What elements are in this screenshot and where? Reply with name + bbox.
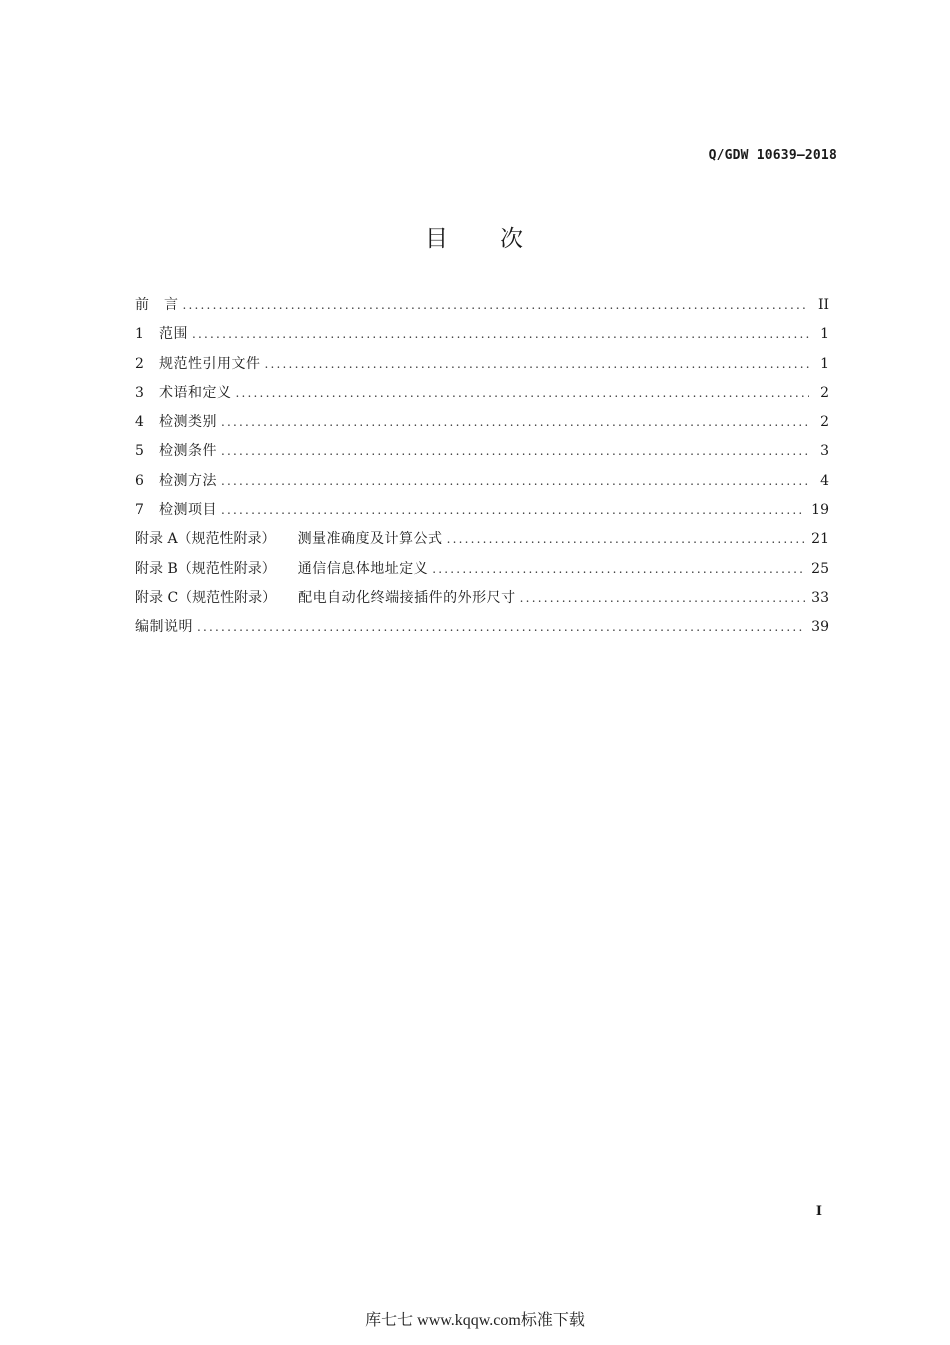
- toc-entry-terms-definitions[interactable]: [135, 380, 829, 409]
- toc-entry-label: 检测类别: [159, 414, 217, 431]
- toc-entry-label: 检测项目: [159, 502, 217, 519]
- toc-entry-number: 5: [135, 443, 144, 460]
- toc-entry-appendix-prefix: 附录 A（规范性附录）: [135, 531, 276, 548]
- toc-entry-test-items[interactable]: [135, 497, 829, 526]
- toc-entry-label: 规范性引用文件: [159, 355, 261, 372]
- toc-entry-page: 1: [820, 355, 829, 372]
- toc-leader-dots: [197, 614, 805, 640]
- toc-entry-page: 19: [811, 502, 829, 519]
- toc-leader-dots: [221, 468, 809, 494]
- toc-title: [0, 220, 950, 253]
- toc-entry-page: 2: [820, 414, 829, 431]
- toc-entry-label: 检测条件: [159, 443, 217, 460]
- toc-entry-page: 21: [811, 531, 829, 548]
- toc-entry-page: 39: [811, 619, 829, 636]
- toc-entry-label: 前 言: [135, 297, 179, 313]
- toc-leader-dots: [236, 380, 810, 406]
- toc-title-part1: 目: [425, 226, 450, 252]
- toc-entry-label: 测量准确度及计算公式: [297, 531, 443, 548]
- toc-entry-scope[interactable]: [135, 321, 829, 350]
- toc-leader-dots: [192, 321, 809, 347]
- toc-entry-page: 3: [820, 443, 829, 460]
- table-of-contents: [135, 292, 829, 644]
- toc-entry-number: 7: [135, 502, 144, 519]
- toc-entry-appendix-prefix: 附录 C（规范性附录）: [135, 589, 277, 606]
- toc-entry-test-categories[interactable]: [135, 409, 829, 438]
- toc-entry-appendix-prefix: 附录 B（规范性附录）: [135, 560, 276, 577]
- toc-entry-appendix-a[interactable]: [135, 526, 829, 555]
- toc-entry-test-methods[interactable]: [135, 468, 829, 497]
- footer-watermark: 库七七 www.kqqw.com标准下载: [365, 1312, 585, 1329]
- toc-entry-page: 25: [811, 560, 829, 577]
- toc-entry-label: 配电自动化终端接插件的外形尺寸: [298, 589, 516, 606]
- toc-entry-label: 范围: [159, 326, 188, 343]
- toc-entry-test-conditions[interactable]: [135, 438, 829, 467]
- toc-leader-dots: [221, 409, 809, 435]
- toc-entry-number: 1: [135, 326, 144, 343]
- toc-entry-page: 1: [820, 326, 829, 343]
- toc-entry-compilation-notes[interactable]: [135, 614, 829, 643]
- standard-code: Q/GDW 10639—2018: [708, 148, 837, 163]
- toc-entry-number: 6: [135, 472, 144, 489]
- toc-entry-normative-references[interactable]: [135, 351, 829, 380]
- toc-entry-label: 术语和定义: [159, 384, 232, 401]
- toc-leader-dots: [520, 585, 806, 611]
- toc-entry-label: 编制说明: [135, 619, 193, 636]
- toc-entry-page: 2: [820, 384, 829, 401]
- toc-entry-number: 2: [135, 355, 144, 372]
- toc-entry-page: 4: [820, 472, 829, 489]
- toc-entry-label: 检测方法: [159, 472, 217, 489]
- toc-leader-dots: [447, 526, 806, 552]
- toc-title-part2: 次: [500, 226, 525, 252]
- toc-entry-label: 通信信息体地址定义: [297, 560, 429, 577]
- toc-leader-dots: [221, 497, 805, 523]
- toc-leader-dots: [432, 556, 805, 582]
- page-number: I: [815, 1204, 822, 1219]
- toc-entry-page: 33: [811, 589, 829, 606]
- toc-entry-number: 4: [135, 414, 144, 431]
- toc-entry-number: 3: [135, 384, 144, 401]
- toc-leader-dots: [265, 351, 810, 377]
- toc-leader-dots: [221, 438, 809, 464]
- toc-entry-foreword[interactable]: [135, 292, 829, 321]
- toc-entry-page: II: [817, 297, 829, 313]
- toc-leader-dots: [183, 292, 810, 318]
- toc-entry-appendix-b[interactable]: [135, 556, 829, 585]
- toc-entry-appendix-c[interactable]: [135, 585, 829, 614]
